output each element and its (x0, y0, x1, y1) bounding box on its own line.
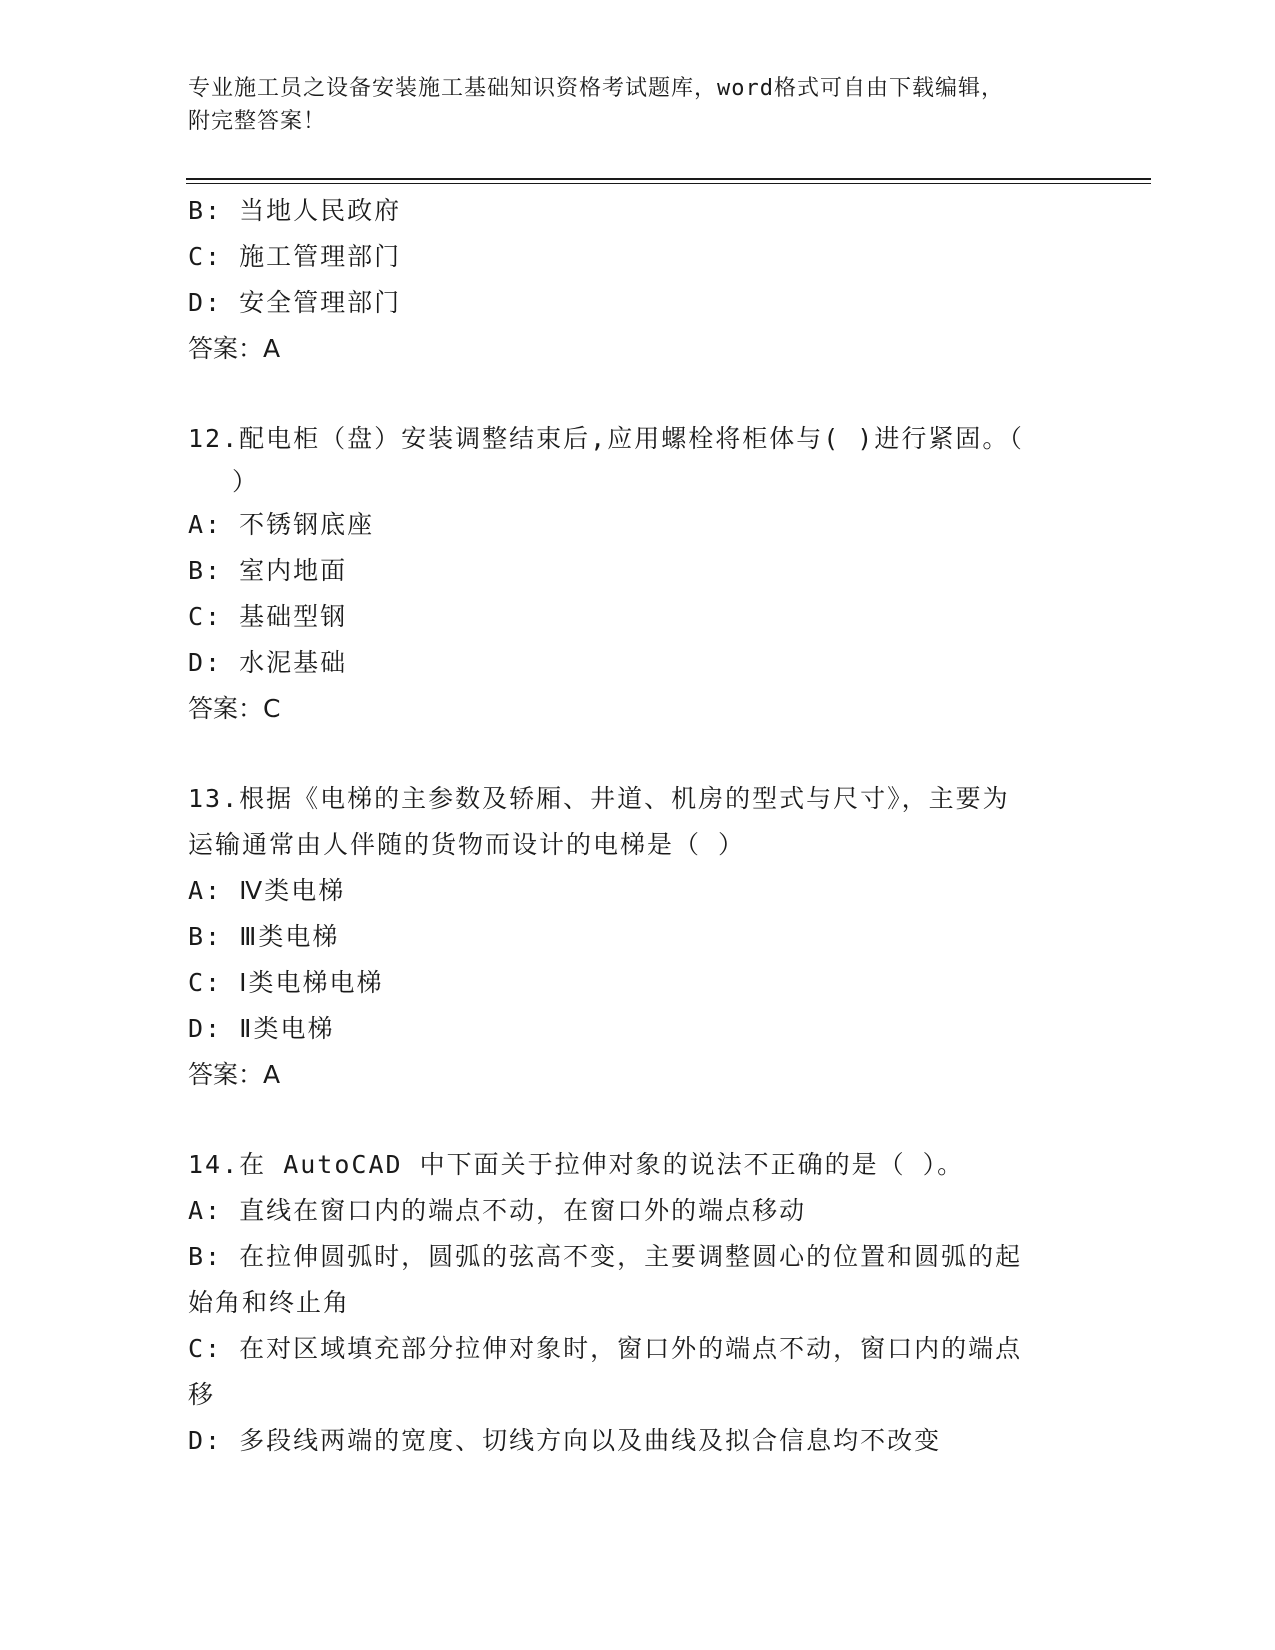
option-c: C: 在对区域填充部分拉伸对象时，窗口外的端点不动，窗口内的端点 (188, 1334, 1023, 1363)
answer: 答案：A (188, 334, 281, 363)
question-stem: 12.配电柜（盘）安装调整结束后,应用螺栓将柜体与( )进行紧固。（ (188, 424, 1024, 453)
option-b: B: 当地人民政府 (188, 196, 402, 225)
header-line-1: 专业施工员之设备安装施工基础知识资格考试题库，word格式可自由下载编辑， (188, 76, 1004, 101)
option-d: D: Ⅱ类电梯 (188, 1014, 335, 1043)
option-b: B: Ⅲ类电梯 (188, 922, 340, 951)
question-stem: 14.在 AutoCAD 中下面关于拉伸对象的说法不正确的是（ ）。 (188, 1150, 965, 1179)
option-b: B: 室内地面 (188, 556, 348, 585)
question-list (188, 188, 1088, 1464)
option-b: B: 在拉伸圆弧时，圆弧的弦高不变，主要调整圆心的位置和圆弧的起 (188, 1242, 1023, 1271)
option-d: D: 水泥基础 (188, 648, 348, 677)
question-11-tail (188, 188, 1088, 372)
question-14 (188, 1142, 1088, 1464)
option-a: A: Ⅳ类电梯 (188, 876, 346, 905)
question-stem-continued: ） (232, 467, 260, 496)
option-c: C: Ⅰ类电梯电梯 (188, 968, 384, 997)
spacer (188, 372, 1088, 416)
option-d: D: 多段线两端的宽度、切线方向以及曲线及拟合信息均不改变 (188, 1426, 942, 1455)
spacer (188, 1098, 1088, 1142)
question-12 (188, 416, 1088, 732)
question-13 (188, 776, 1088, 1098)
option-a: A: 直线在窗口内的端点不动，在窗口外的端点移动 (188, 1196, 807, 1225)
header-line-2: 附完整答案！ (188, 109, 327, 134)
spacer (188, 732, 1088, 776)
header-divider (186, 178, 1151, 184)
option-c: C: 施工管理部门 (188, 242, 402, 271)
option-b-continued: 始角和终止角 (188, 1288, 351, 1317)
option-d: D: 安全管理部门 (188, 288, 402, 317)
document-header (188, 72, 1088, 138)
option-a: A: 不锈钢底座 (188, 510, 375, 539)
question-stem: 13.根据《电梯的主参数及轿厢、井道、机房的型式与尺寸》，主要为 (188, 784, 1010, 813)
option-c: C: 基础型钢 (188, 602, 348, 631)
question-stem-continued: 运输通常由人伴随的货物而设计的电梯是（ ） (188, 830, 746, 859)
answer: 答案：A (188, 1060, 281, 1089)
answer: 答案：C (188, 694, 281, 723)
option-c-continued: 移 (188, 1380, 216, 1409)
